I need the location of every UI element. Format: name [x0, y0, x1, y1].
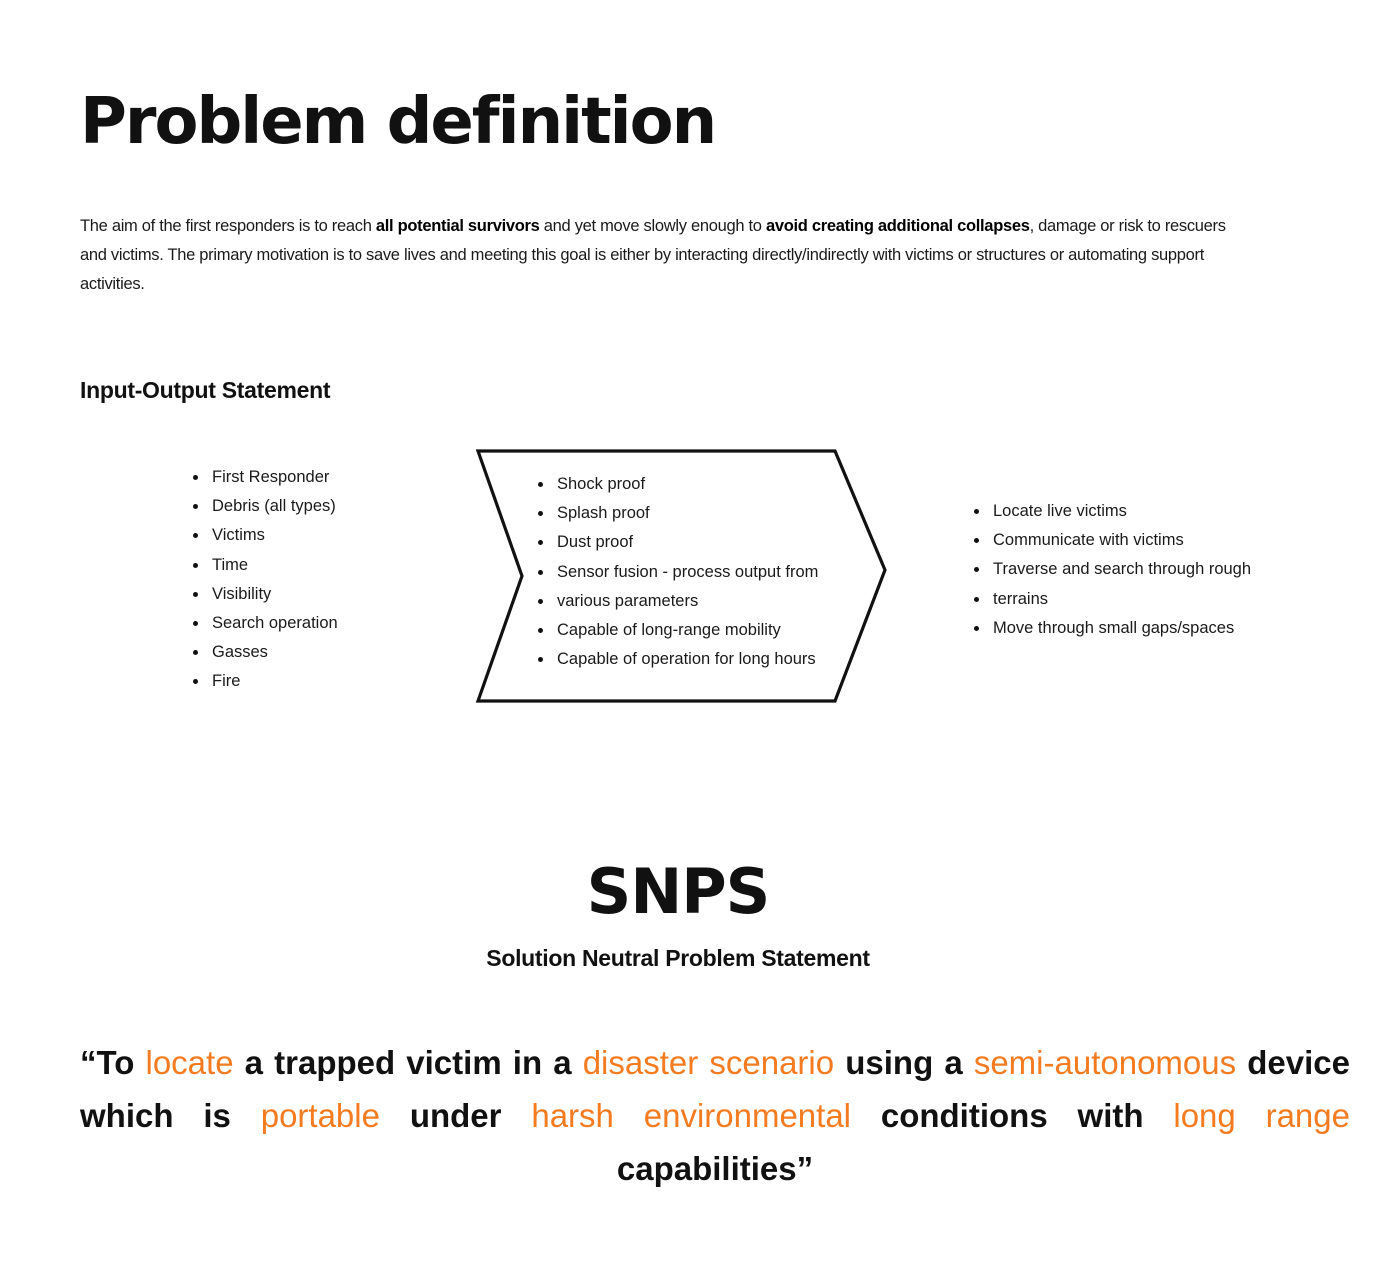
statement-text: capabilities”	[616, 1150, 814, 1187]
output-item: Communicate with victims	[974, 526, 1251, 555]
statement-text: “To	[80, 1044, 146, 1081]
input-item: Gasses	[193, 638, 338, 667]
statement-highlight: semi-autonomous	[973, 1044, 1237, 1081]
outputs-list	[974, 497, 1251, 643]
intro-text-1: The aim of the first responders is to reach	[80, 217, 376, 235]
statement-text: conditions with	[851, 1097, 1174, 1134]
input-item: Fire	[193, 667, 338, 696]
intro-emphasis-survivors: all potential survivors	[375, 217, 540, 235]
inputs-list	[193, 463, 338, 697]
input-item: Time	[193, 551, 338, 580]
process-item: Sensor fusion - process output from	[538, 558, 818, 587]
page-title: Problem definition	[80, 85, 716, 159]
input-item: First Responder	[193, 463, 338, 492]
process-item: Splash proof	[538, 499, 818, 528]
process-item: various parameters	[538, 587, 818, 616]
statement-text: under	[379, 1097, 532, 1134]
statement-highlight: portable	[260, 1097, 380, 1134]
statement-highlight: long range	[1173, 1097, 1350, 1134]
output-item: Traverse and search through rough	[974, 555, 1251, 584]
input-item: Search operation	[193, 609, 338, 638]
io-heading: Input-Output Statement	[80, 377, 331, 403]
snps-title: SNPS	[586, 855, 770, 928]
process-list	[538, 470, 818, 674]
statement-highlight: harsh environmental	[531, 1097, 852, 1134]
intro-emphasis-collapses: avoid creating additional collapses	[765, 217, 1030, 235]
statement-text: device which is	[80, 1044, 1350, 1134]
input-item: Victims	[193, 521, 338, 550]
process-item: Capable of operation for long hours	[538, 645, 818, 674]
problem-statement	[80, 1036, 1350, 1195]
output-item: Locate live victims	[974, 497, 1251, 526]
intro-paragraph	[80, 212, 1240, 299]
input-item: Visibility	[193, 580, 338, 609]
statement-text: a trapped victim in a	[233, 1044, 583, 1081]
process-item: Shock proof	[538, 470, 818, 499]
intro-text-2: and yet move slowly enough to	[539, 217, 766, 235]
intro-text-3: , damage or risk to rescuers and victims. The primary motivation is to save lives and meeting this goal is either by interacting directly/indirectly with victims or structures or automating support activities.	[80, 217, 1226, 293]
statement-highlight: disaster scenario	[582, 1044, 835, 1081]
output-item: terrains	[974, 585, 1251, 614]
statement-text: using a	[834, 1044, 974, 1081]
statement-highlight: locate	[145, 1044, 234, 1081]
output-item: Move through small gaps/spaces	[974, 614, 1251, 643]
snps-subtitle: Solution Neutral Problem Statement	[486, 945, 870, 971]
input-item: Debris (all types)	[193, 492, 338, 521]
process-item: Dust proof	[538, 528, 818, 557]
process-item: Capable of long-range mobility	[538, 616, 818, 645]
